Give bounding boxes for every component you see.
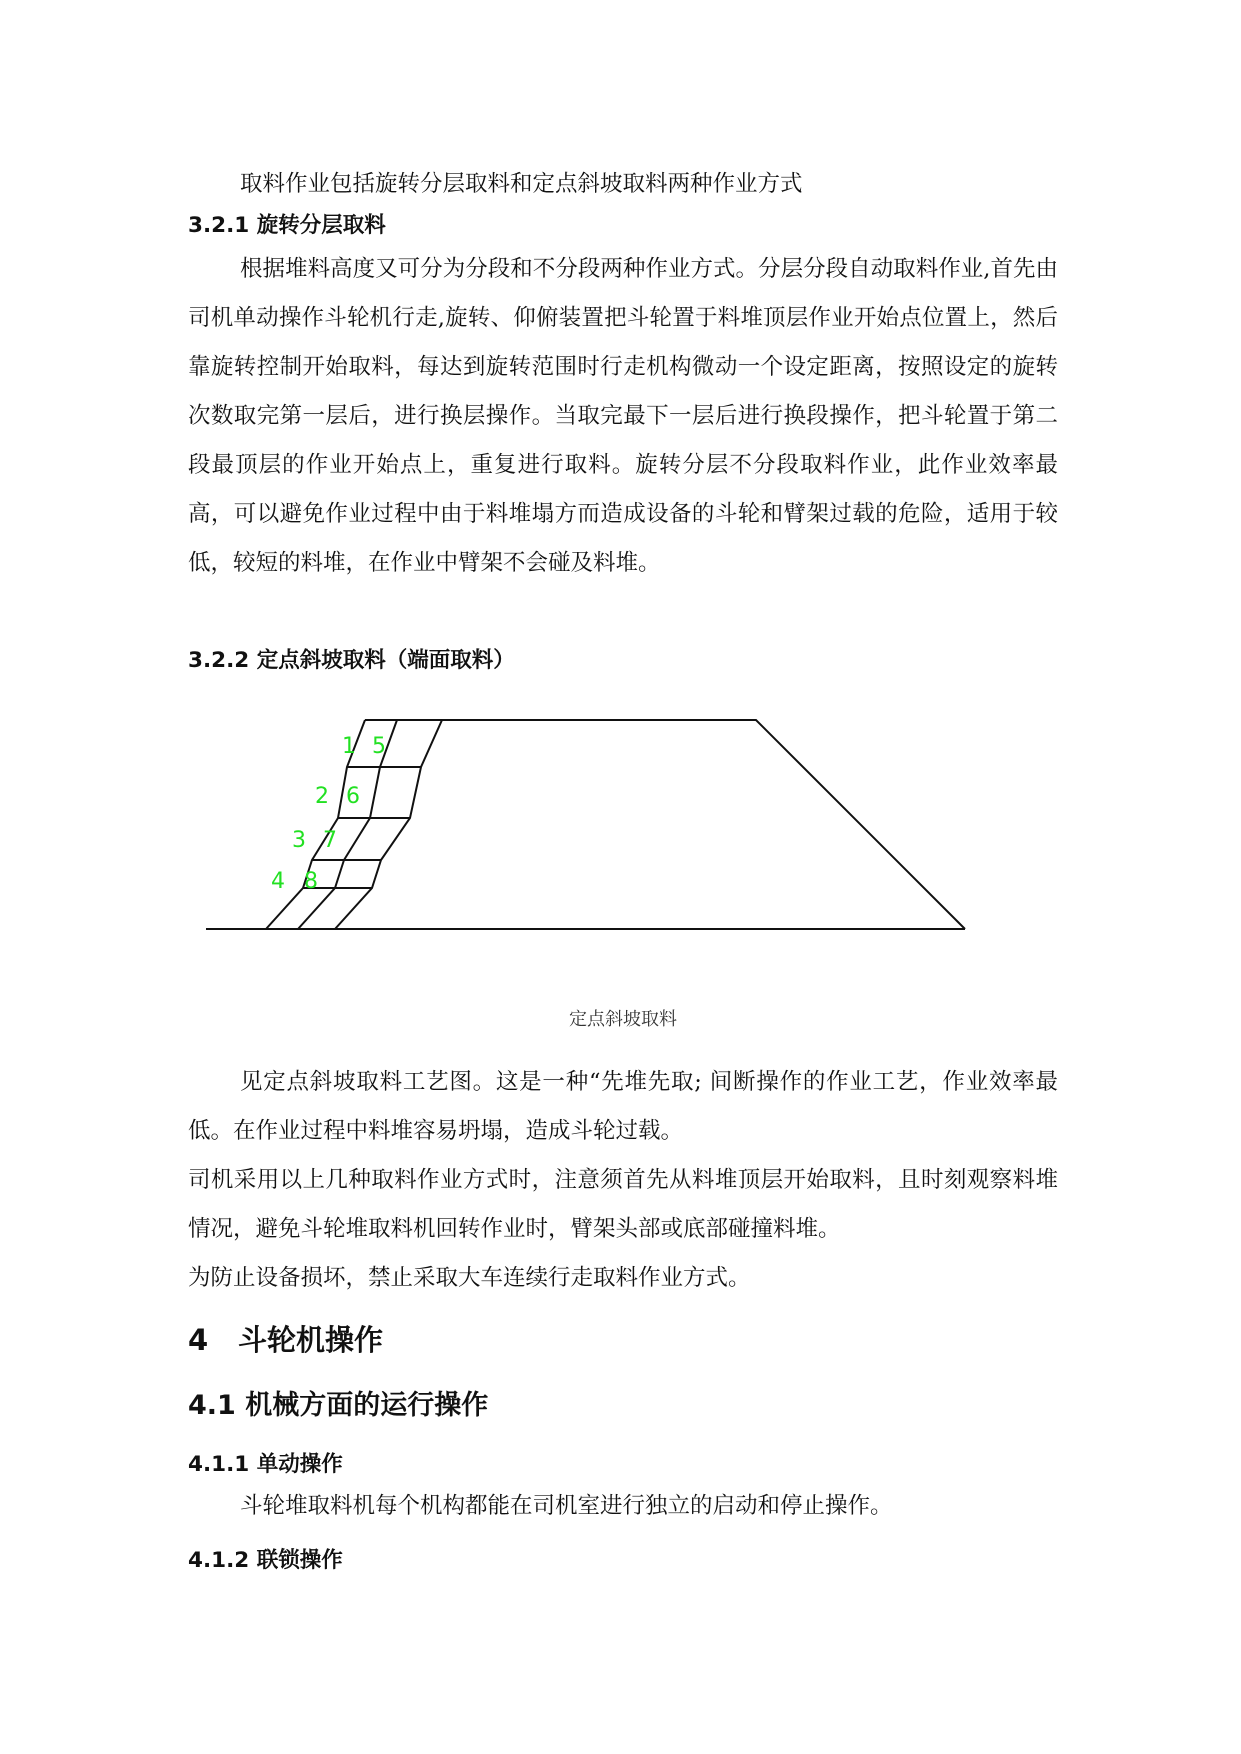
cut-label-5: 5 [372,734,386,759]
section-4-1-1-body: 斗轮堆取料机每个机构都能在司机室进行独立的启动和停止操作。 [240,1493,893,1519]
cut-label-1: 1 [342,734,356,759]
section-heading-4-1: 4.1 机械方面的运行操作 [188,1390,489,1421]
chapter-number: 4 [188,1323,209,1357]
cut-label-7: 7 [323,828,337,853]
prevention-note: 为防止设备损坏，禁止采取大车连续行走取料作业方式。 [188,1265,751,1291]
slope-reclaiming-diagram [200,718,980,968]
stockpile-outline [365,720,965,929]
cut-label-3: 3 [292,828,306,853]
figure-description: 见定点斜坡取料工艺图。这是一种“先堆先取; 间断操作的作业工艺，作业效率最低。在作业过程中料堆容易坍塌，造成斗轮过载。 [188,1069,1058,1144]
cut-label-2: 2 [315,784,329,809]
driver-note: 司机采用以上几种取料作业方式时，注意须首先从料堆顶层开始取料，且时刻观察料堆情况，避免斗轮堆取料机回转作业时，臂架头部或底部碰撞料堆。 [188,1167,1058,1242]
cut-label-6: 6 [346,784,360,809]
cut-label-4: 4 [271,869,285,894]
intro-paragraph: 取料作业包括旋转分层取料和定点斜坡取料两种作业方式 [240,171,803,197]
cut-label-8: 8 [304,869,318,894]
chapter-heading-4 [188,1318,1058,1359]
chapter-title: 斗轮机操作 [238,1323,384,1357]
cut-sequence-labels [271,734,386,894]
figure-caption: 定点斜坡取料 [569,1009,677,1030]
section-heading-4-1-2: 4.1.2 联锁操作 [188,1548,343,1573]
section-heading-3-2-1: 3.2.1 旋转分层取料 [188,213,386,238]
section-3-2-1-body: 根据堆料高度又可分为分段和不分段两种作业方式。分层分段自动取料作业,首先由司机单动操作斗轮机行走,旋转、仰俯装置把斗轮置于料堆顶层作业开始点位置上，然后靠旋转控制开始取料，每达到旋转范围时行走机构微动一个设定距离，按照设定的旋转次数取完第一层后，进行换层操作。当取完最下一层后进行换段操作，把斗轮置于第二段最顶层的作业开始点上，重复进行取料。旋转分层不分段取料作业，此作业效率最高，可以避免作业过程中由于料堆塌方而造成设备的斗轮和臂架过载的危险，适用于较低，较短的料堆，在作业中臂架不会碰及料堆。 [188,256,1058,576]
section-heading-4-1-1: 4.1.1 单动操作 [188,1452,343,1477]
section-heading-3-2-2: 3.2.2 定点斜坡取料（端面取料） [188,648,515,673]
